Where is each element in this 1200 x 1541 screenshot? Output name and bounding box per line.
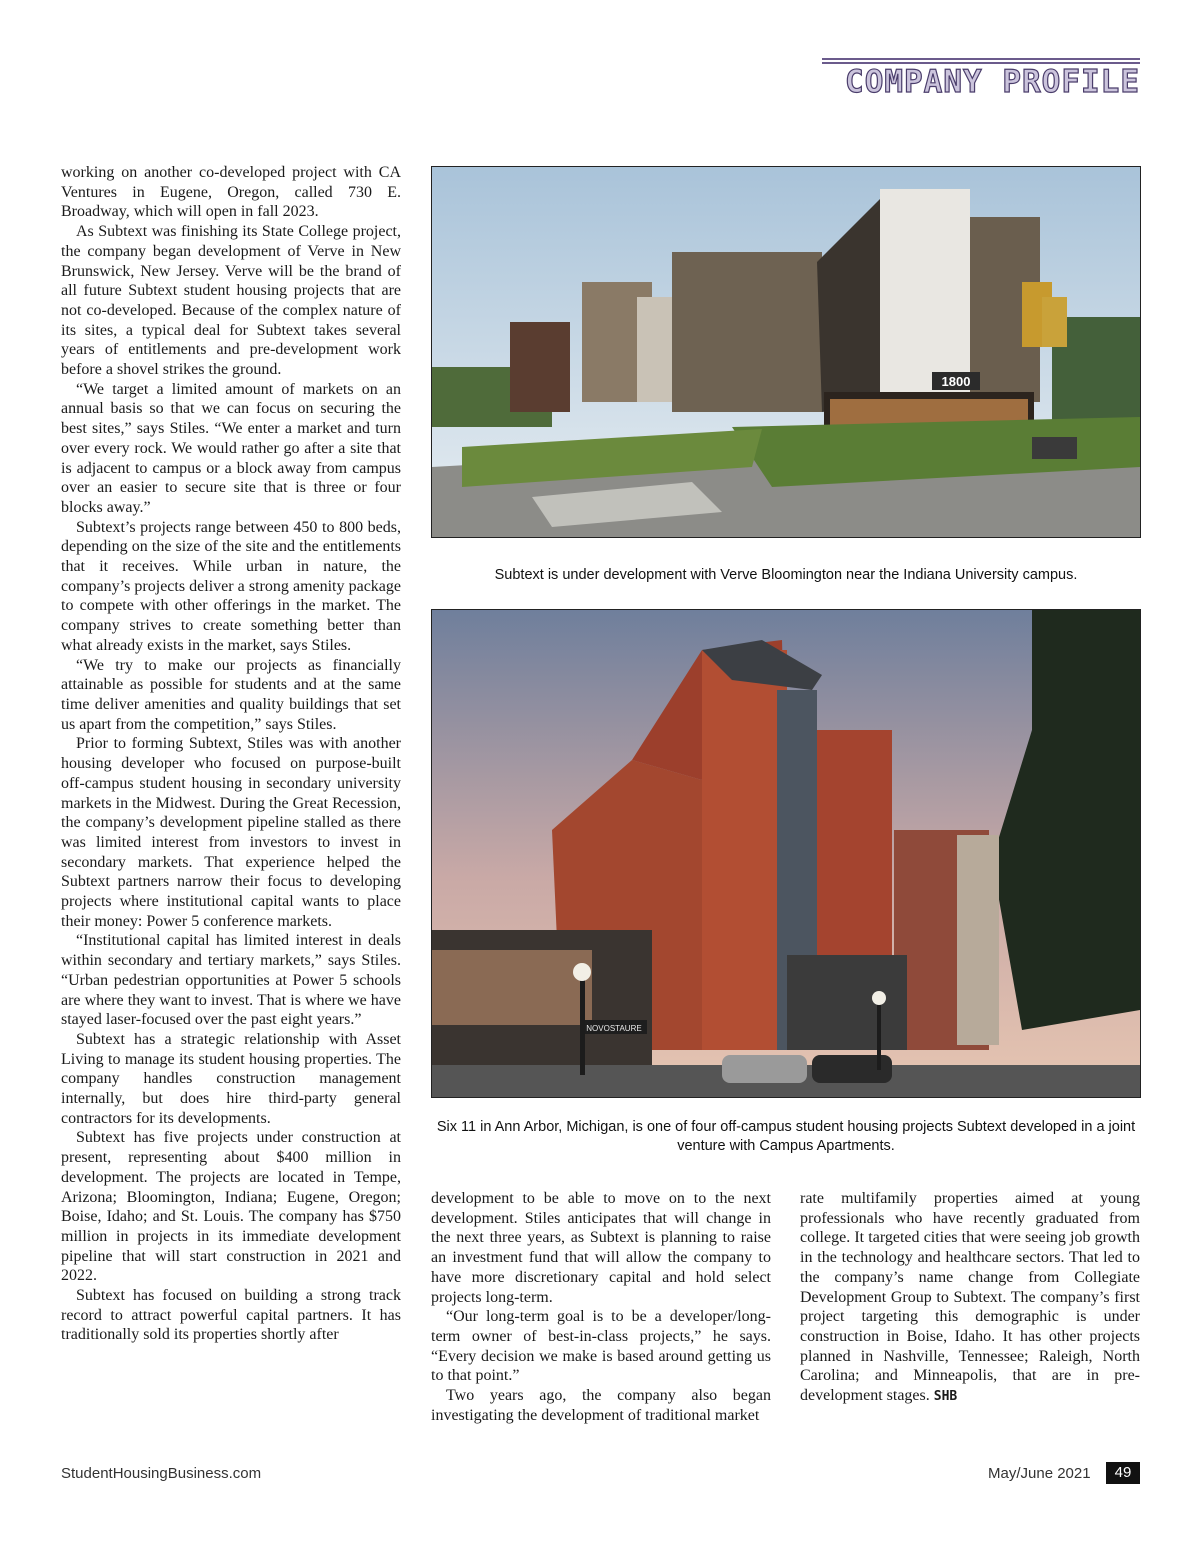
page-number: 49 [1106,1462,1140,1484]
rendering-illustration [432,167,1140,537]
header-rule-top [822,58,1140,60]
paragraph: Subtext’s projects range between 450 to 800 beds, depending on the size of the site and the entitlements that it receives. While urban in nature, the company’s projects deliver a strong amenity package to compete with other offerings in the market. The company strives to create something better than what already exists in the market, says Stiles. [61,518,401,654]
photo-caption-2: Six 11 in Ann Arbor, Michigan, is one of four off-campus student housing projects Subtext developed in a joint venture with Campus Apartments. [436,1119,1136,1154]
paragraph [800,1189,1140,1407]
paragraph: As Subtext was finishing its State College project, the company began development of Verve in New Brunswick, New Jersey. Verve will be the brand of all future Subtext student housing projects that are not co-developed. Because of the complex nature of its sites, a typical deal for Subtext takes several years of entitlements and pre-development work before a shovel strikes the ground. [61,223,401,379]
photo-six-11-ann-arbor [431,609,1141,1098]
article-column-1 [61,163,401,1345]
paragraph: Two years ago, the company also began investigating the development of traditional market [431,1387,771,1424]
section-title: COMPANY PROFILE [845,64,1140,100]
article-column-3 [800,1189,1140,1407]
paragraph: “Institutional capital has limited interest in deals within secondary and tertiary markets,” says Stiles. “Urban pedestrian opportunities at Power 5 schools are where they want to invest. That is where we have stayed laser-focused over the past eight years.” [61,932,401,1029]
storefront-sign: NOVOSTAURE [586,1024,642,1033]
paragraph: “We try to make our projects as financially attainable as possible for students and at the same time deliver amenities and quality buildings that set us apart from the competition,” says Stiles. [61,656,401,733]
photo-caption-1: Subtext is under development with Verve Bloomington near the Indiana University campus. [494,567,1078,583]
paragraph-text: rate multifamily properties aimed at young professionals who have recently graduated from college. It targeted cities that were seeing job growth in the technology and healthcare sectors. That led to the company’s name change from Collegiate Development Group to Subtext. The company’s first project targeting this demographic is under construction in Boise, Idaho. It has other projects planned in Nashville, Tennessee; Raleigh, North Carolina; and Minneapolis, that are in pre-development stages. [800,1190,1140,1405]
paragraph: development to be able to move on to the next development. Stiles anticipates that will change in the next three years, as Subtext is planning to raise an investment fund that will allow the company to have more discretionary capital and hold select projects long-term. [431,1190,771,1306]
footer-issue-date: May/June 2021 [988,1465,1091,1482]
photo-verve-bloomington [431,166,1141,538]
footer-website: StudentHousingBusiness.com [61,1465,262,1482]
paragraph: “Our long-term goal is to be a developer/long-term owner of best-in-class projects,” he says. “Every decision we make is based around getting us to that point.” [431,1308,771,1385]
end-mark: SHB [933,1389,958,1405]
paragraph: Prior to forming Subtext, Stiles was with another housing developer who focused on purpose-built off-campus student housing in secondary university markets in the Midwest. During the Great Recession, the company’s development pipeline stalled as there was limited interest from investors to invest in secondary markets. That experience helped the Subtext partners narrow their focus to developing projects where institutional capital wants to place their money: Power 5 conference markets. [61,735,401,930]
paragraph: Subtext has five projects under construction at present, representing about $400 million in development. The projects are located in Tempe, Arizona; Bloomington, Indiana; Eugene, Oregon; Boise, Idaho; and St. Louis. The company has $750 million in projects in its immediate development pipeline that will start construction in 2021 and 2022. [61,1129,401,1285]
article-column-2 [431,1189,771,1425]
paragraph: “We target a limited amount of markets on an annual basis so that we can focus on securing the best sites,” says Stiles. “We enter a market and turn over every rock. We would rather go after a site that is adjacent to campus or a block away from campus over an easier to secure site that is three or four blocks away.” [61,380,401,516]
paragraph: Subtext has focused on building a strong track record to attract powerful capital partners. It has traditionally sold its properties shortly after [61,1287,401,1344]
paragraph: working on another co-developed project with CA Ventures in Eugene, Oregon, called 730 E. Broadway, which will open in fall 2023. [61,164,401,221]
photograph-illustration [432,610,1140,1097]
building-number-sign: 1800 [941,374,971,389]
paragraph: Subtext has a strategic relationship with Asset Living to manage its student housing properties. The company handles construction management internally, but does hire third-party general contractors for its developments. [61,1030,401,1127]
